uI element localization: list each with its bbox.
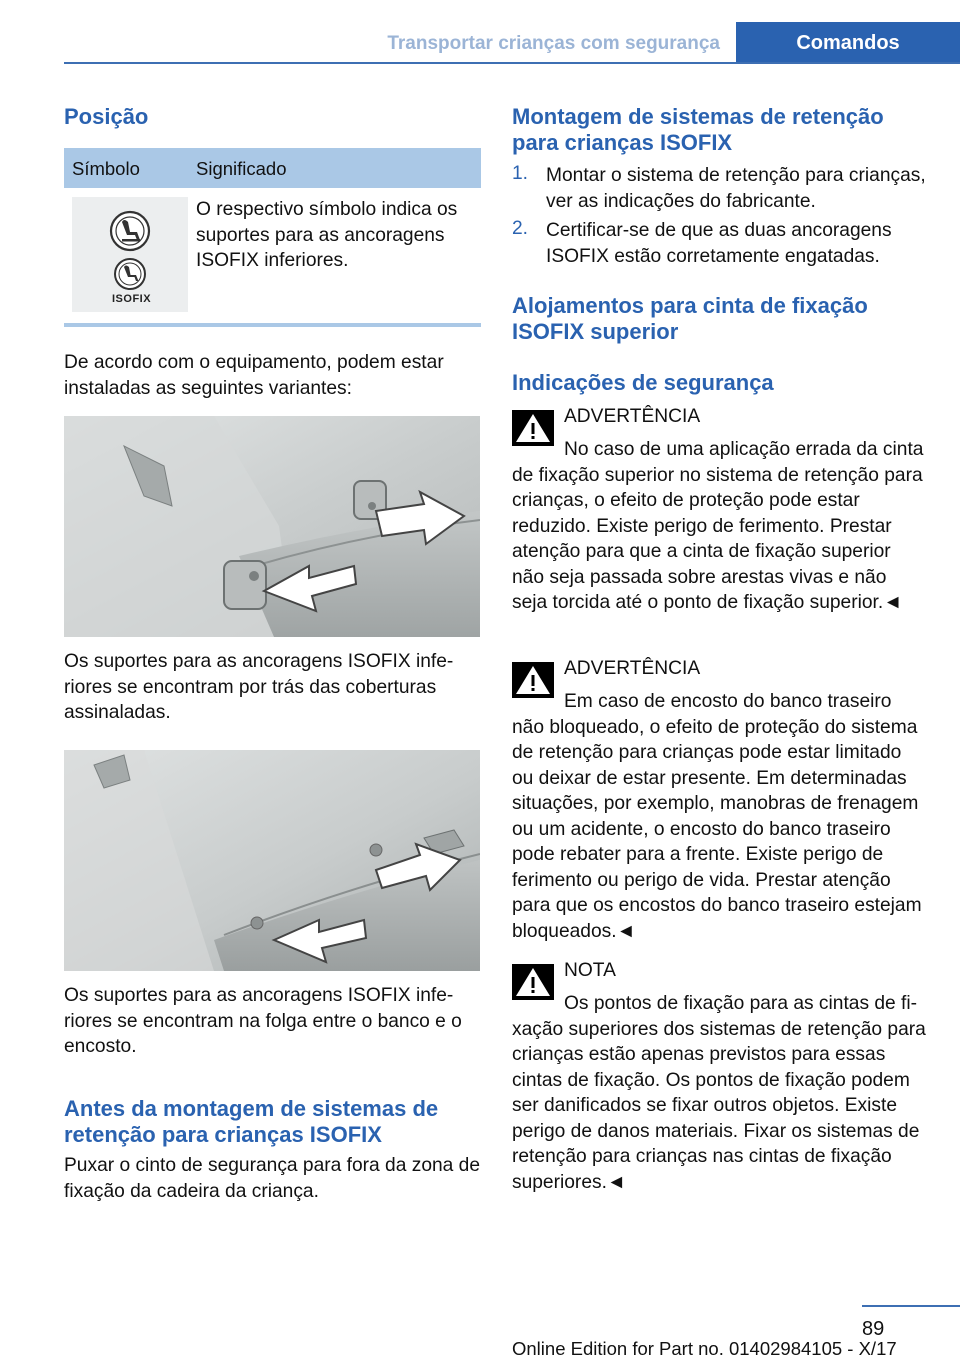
page-number: 89	[862, 1318, 885, 1340]
col-symbol-header: Símbolo	[72, 158, 140, 179]
photo-isofix-covers	[64, 416, 480, 637]
warning-text: No caso de uma aplicação errada da cinta de fixação superior no sistema de retenção para crianças, o efeito de proteção pode estar reduzido. Existe perigo de ferimento. Prestar atenção para que a cinta de fixação superior não seja passada sobre arestas vivas e não seja torcida até o ponto de fixação superior.◄	[512, 439, 924, 613]
caption-photo-1: Os suportes para as ancoragens ISOFIX inferiores se encontram por trás das coberturas assinaladas.	[64, 651, 454, 723]
warning-title: ADVERTÊNCIA	[564, 406, 701, 427]
heading-position: Posição	[64, 104, 149, 129]
warning-text: Em caso de encosto do banco traseiro não bloqueado, o efeito de proteção do sistema de retenção para crianças pode estar limitado ou deixar de estar presente. Em determinadas situações, por exemplo, manobras de frenagem ou um acidente, o encosto do banco traseiro pode rebater para a frente. Existe perigo de ferimento ou perigo de vida. Prestar atenção para que os encostos do banco traseiro estejam bloqueados.◄	[512, 691, 922, 942]
isofix-symbol-label: ISOFIX	[112, 293, 152, 305]
note-title: NOTA	[564, 960, 616, 981]
footer-rule	[862, 1305, 960, 1307]
heading-before-mounting: Antes da montagem de sistemas de retenção para crianças ISOFIX	[64, 1096, 439, 1147]
running-header-section: Transportar crianças com segurança	[387, 33, 720, 54]
heading-mounting: Montagem de sistemas de retenção para crianças ISOFIX	[512, 104, 884, 155]
step-text: Montar o sistema de retenção para crianças, ver as indicações do fabricante.	[546, 165, 926, 212]
symbol-meaning-text: O respectivo símbolo indica os suportes para as ancoragens ISOFIX inferiores.	[196, 199, 458, 271]
caption-photo-2: Os suportes para as ancoragens ISOFIX inferiores se encontram na folga entre o banco e o encosto.	[64, 985, 462, 1057]
header-rule	[64, 62, 960, 64]
photo-isofix-gap	[64, 750, 480, 971]
col-meaning-header: Significado	[196, 158, 287, 179]
warning-title: ADVERTÊNCIA	[564, 658, 701, 679]
step-2	[512, 218, 926, 270]
step-number: 2.	[512, 218, 529, 239]
heading-top-tether: Alojamentos para cinta de fixação ISOFIX superior	[512, 293, 868, 344]
step-1	[512, 163, 926, 215]
table-header	[64, 148, 481, 188]
intro-text: De acordo com o equipamento, podem estar instaladas as seguintes variantes:	[64, 352, 444, 399]
table-bottom-rule	[64, 323, 481, 327]
before-mounting-text: Puxar o cinto de segurança para fora da zona de fixação da cadeira da criança.	[64, 1155, 481, 1202]
note-text: Os pontos de fixação para as cintas de fixação superiores dos sistemas de retenção para crianças estão apenas previstos para essas cintas de fixação. Os pontos de fixação podem ser danificados se fixar outros objetos. Existe perigo de danos materiais. Fixar os sistemas de retenção para crianças nas cintas de fixação superiores.◄	[512, 993, 926, 1193]
edition-note: Online Edition for Part no. 01402984105 - X/17	[512, 1338, 897, 1359]
step-number: 1.	[512, 163, 529, 184]
isofix-symbol-box	[72, 197, 188, 312]
heading-safety-notes: Indicações de segurança	[512, 370, 774, 395]
step-text: Certificar-se de que as duas ancoragens ISOFIX estão corretamente engatadas.	[546, 220, 892, 267]
chapter-tab: Comandos	[736, 22, 960, 64]
